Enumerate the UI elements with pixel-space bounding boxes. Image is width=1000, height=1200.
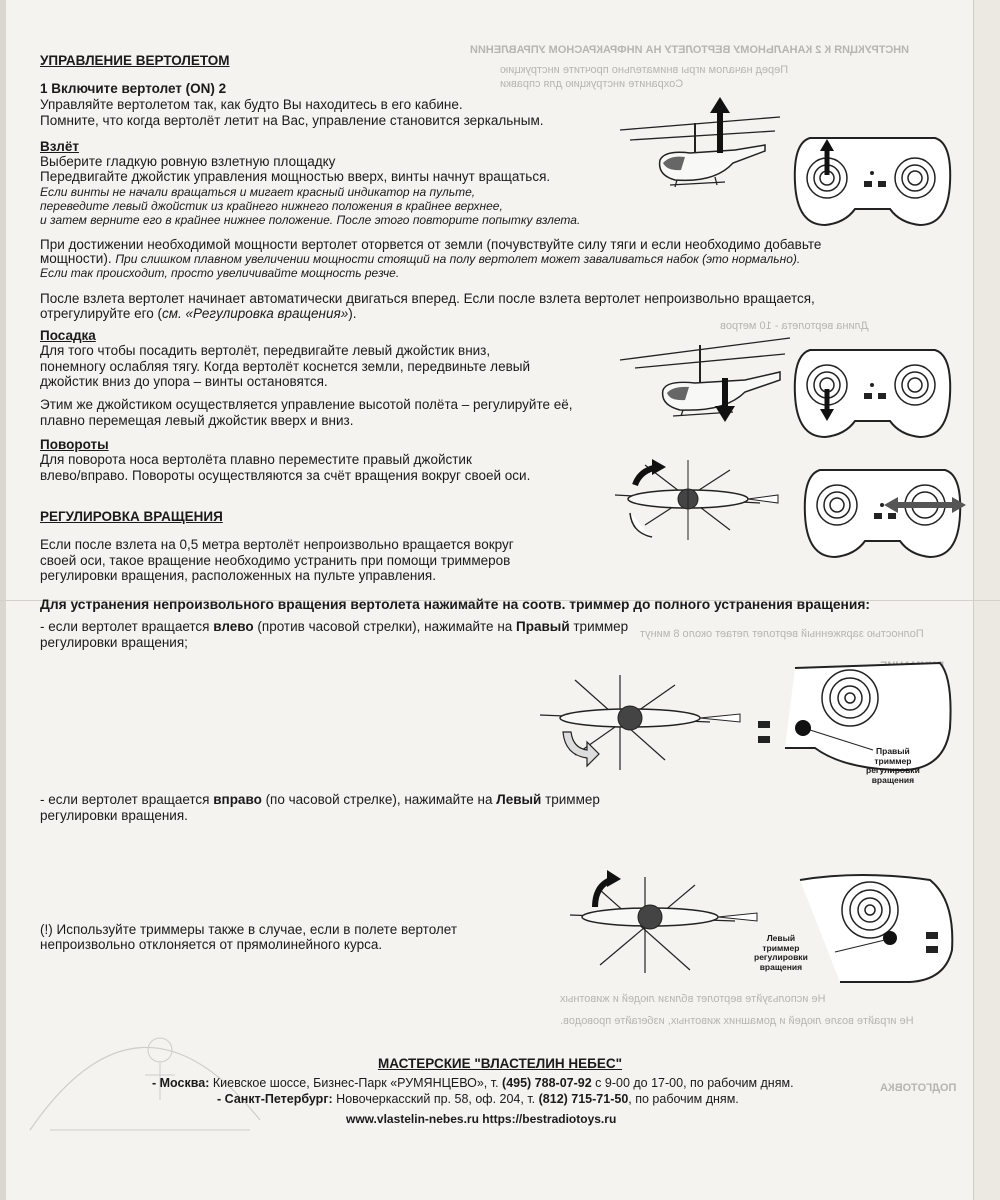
- paragraph-line: регулировки вращения, расположенных на пульте управления.: [40, 568, 436, 583]
- paragraph-line: Помните, что когда вертолёт летит на Вас, управление становится зеркальным.: [40, 113, 544, 128]
- text-bold: - Санкт-Петербург:: [217, 1092, 333, 1106]
- text-normal: (по часовой стрелке), нажимайте на: [261, 792, 497, 807]
- paragraph-line: [40, 306, 356, 323]
- left-trim-label: [754, 934, 808, 972]
- bleed-text: ПОДГОТОВКА: [880, 1082, 957, 1094]
- bleed-text: Перед началом игры внимательно прочтите инструкцию: [500, 64, 789, 76]
- paragraph-line: Передвигайте джойстик управления мощностью вверх, винты начнут вращаться.: [40, 169, 551, 184]
- note-line: и затем верните его в крайнее нижнее положение. После этого повторите попытку взлета.: [40, 213, 581, 227]
- text-normal: Киевское шоссе, Бизнес-Парк «РУМЯНЦЕВО», т.: [209, 1076, 503, 1090]
- paragraph-line: своей оси, такое вращение необходимо устранить при помощи триммеров: [40, 553, 511, 568]
- bleed-text: Не используйте вертолет вблизи людей и животных: [560, 993, 826, 1005]
- trim-left-case: [40, 619, 628, 636]
- address-spb: [217, 1091, 739, 1108]
- paragraph-line: После взлета вертолет начинает автоматически двигаться вперед. Если после взлета вертолет непроизвольно вращается,: [40, 291, 815, 306]
- label-line: триммер: [762, 942, 800, 953]
- text-bold: Левый: [496, 792, 542, 807]
- controller-right-trim-closeup: [755, 658, 955, 778]
- paragraph-line: Для того чтобы посадить вертолёт, передвигайте левый джойстик вниз,: [40, 343, 491, 358]
- text-italic: см. «Регулировка вращения»: [162, 306, 349, 321]
- label-line: регулировки: [754, 952, 808, 962]
- text-normal: - если вертолет вращается: [40, 619, 214, 634]
- text-bold: - Москва:: [152, 1076, 210, 1090]
- paragraph-line: Если после взлета на 0,5 метра вертолёт непроизвольно вращается вокруг: [40, 537, 514, 552]
- trim-right-case: [40, 792, 600, 809]
- text-bold: Правый: [516, 619, 570, 634]
- text-bold: влево: [213, 619, 254, 634]
- label-line: вращения: [759, 961, 803, 972]
- text-normal: триммер: [541, 792, 600, 807]
- note-line: Если винты не начали вращаться и мигает красный индикатор на пульте,: [40, 185, 476, 199]
- label-line: Левый: [766, 933, 796, 943]
- bleed-text: Длина вертолета - 10 метров: [720, 320, 869, 332]
- helicopter-takeoff-illustration: [615, 95, 785, 205]
- helicopter-rotation-left-illustration: [535, 670, 750, 775]
- section-title-takeoff: Взлёт: [40, 139, 79, 154]
- label-line: вращения: [871, 774, 915, 785]
- text-normal: Новочеркасский пр. 58, оф. 204, т.: [332, 1092, 539, 1106]
- section-title-landing: Посадка: [40, 328, 96, 343]
- paragraph-line: влево/вправо. Повороты осуществляются за счёт вращения вокруг своей оси.: [40, 468, 531, 483]
- helicopter-landing-illustration: [615, 330, 795, 425]
- paragraph-line: Для поворота носа вертолёта плавно переместите правый джойстик: [40, 452, 472, 467]
- helicopter-rotation-right-illustration: [565, 865, 765, 975]
- text-normal: - если вертолет вращается: [40, 792, 214, 807]
- paragraph-line: Управляйте вертолетом так, как будто Вы находитесь в его кабине.: [40, 97, 463, 112]
- text-normal: триммер: [569, 619, 629, 634]
- label-line: Правый: [876, 746, 910, 756]
- label-line: регулировки: [866, 765, 920, 775]
- paragraph-line: Этим же джойстиком осуществляется управление высотой полёта – регулируйте её,: [40, 397, 573, 412]
- text-normal: , по рабочим дням.: [628, 1092, 739, 1106]
- bleed-text: Полностью заряженный вертолет летает около 8 минут: [640, 628, 924, 640]
- bleed-text: Сохраните инструкцию для справки: [500, 78, 684, 90]
- controller-takeoff: [790, 133, 955, 233]
- websites: www.vlastelin-nebes.ru https://bestradiotoys.ru: [346, 1112, 617, 1126]
- text-normal: ).: [348, 306, 357, 321]
- section-title-control: УПРАВЛЕНИЕ ВЕРТОЛЕТОМ: [40, 53, 230, 68]
- trim-note: непроизвольно отклоняется от прямолинейного курса.: [40, 937, 383, 952]
- text-normal: мощности).: [40, 251, 116, 266]
- paragraph-line: понемногу ослабляя тягу. Когда вертолёт коснется земли, передвиньте левый: [40, 359, 530, 374]
- company-name: МАСТЕРСКИЕ "ВЛАСТЕЛИН НЕБЕС": [377, 1056, 623, 1071]
- step-turn-on: 1 Включите вертолет (ON) 2: [40, 81, 227, 96]
- section-title-turns: Повороты: [40, 437, 109, 452]
- paragraph-line: плавно перемещая левый джойстик вверх и вниз.: [40, 413, 354, 428]
- label-line: триммер: [874, 755, 912, 766]
- phone-spb: (812) 715-71-50: [538, 1092, 629, 1106]
- phone-moscow: (495) 788-07-92: [502, 1076, 592, 1090]
- controller-landing: [790, 345, 955, 445]
- paragraph-line: Выберите гладкую ровную взлетную площадку: [40, 154, 336, 169]
- bleed-text: ИНСТРУКЦИЯ К 2 КАНАЛЬНОМУ ВЕРТОЛЕТУ НА ИНФРАКРАСНОМ УПРАВЛЕНИИ: [470, 44, 910, 56]
- paragraph-line: регулировки вращения.: [40, 808, 188, 823]
- text-normal: (против часовой стрелки), нажимайте на: [253, 619, 517, 634]
- text-bold: вправо: [213, 792, 262, 807]
- text-normal: отрегулируйте его (: [40, 306, 163, 321]
- note-line: переведите левый джойстик из крайнего нижнего положения в крайнее верхнее,: [40, 199, 503, 213]
- address-moscow: [152, 1075, 794, 1092]
- section-title-trim: РЕГУЛИРОВКА ВРАЩЕНИЯ: [40, 509, 223, 524]
- trim-note: (!) Используйте триммеры также в случае, если в полете вертолет: [40, 922, 458, 937]
- text-italic: При слишком плавном увеличении мощности стоящий на полу вертолет может заваливаться набок (это нормально).: [115, 252, 801, 266]
- trim-instruction: Для устранения непроизвольного вращения вертолета нажимайте на соотв. триммер до полного устранения вращения:: [40, 597, 870, 612]
- paragraph-line: При достижении необходимой мощности вертолет оторвется от земли (почувствуйте силу тяги и если необходимо добавьте: [40, 237, 822, 252]
- helicopter-turn-illustration: [600, 455, 785, 545]
- controller-turn: [800, 465, 965, 565]
- paragraph-line: регулировки вращения;: [40, 635, 188, 650]
- right-trim-label: [866, 747, 920, 785]
- text-normal: с 9-00 до 17-00, по рабочим дням.: [591, 1076, 794, 1090]
- paragraph-line: джойстик вниз до упора – винты остановятся.: [40, 374, 328, 389]
- bleed-text: Не играйте возле людей и домашних животных, избегайте проводов.: [560, 1015, 914, 1027]
- note-line: Если так происходит, просто увеличивайте мощность резче.: [40, 266, 400, 280]
